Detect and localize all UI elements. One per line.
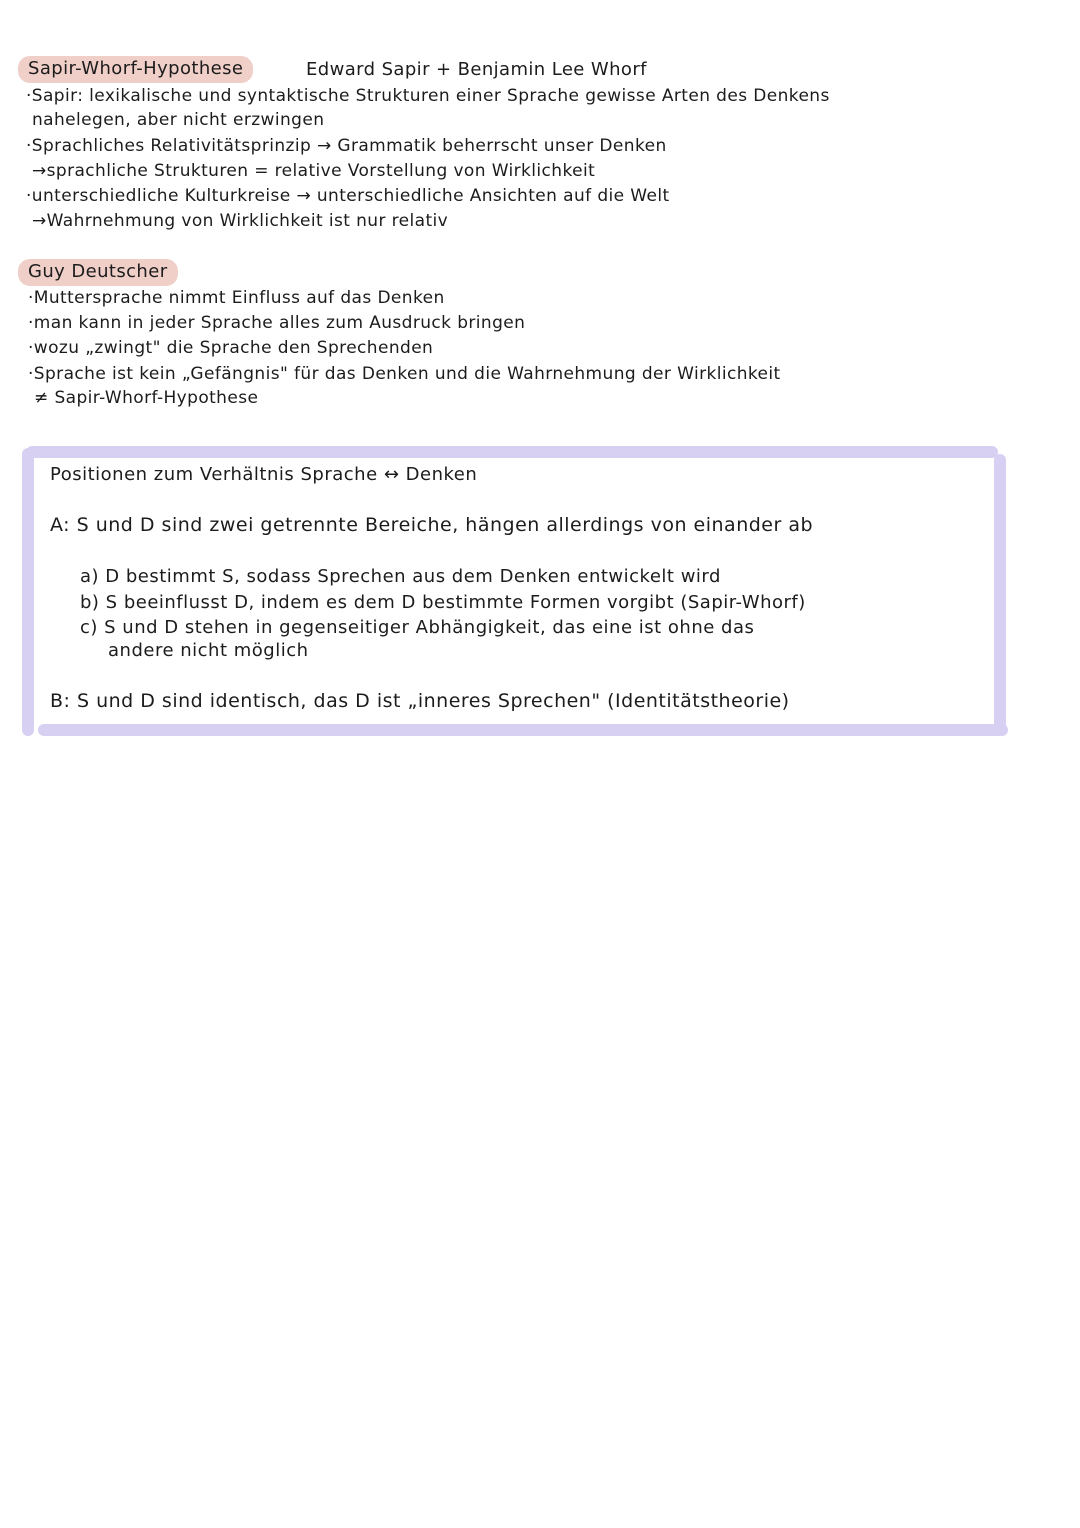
sapir-line-6: →Wahrnehmung von Wirklichkeit ist nur relativ bbox=[32, 211, 449, 231]
guy-line-1: ·Muttersprache nimmt Einfluss auf das Denken bbox=[28, 288, 445, 308]
box-frame-bottom bbox=[38, 724, 1008, 736]
guy-line-3: ·wozu „zwingt" die Sprache den Sprechenden bbox=[28, 338, 434, 358]
sapir-line-4: →sprachliche Strukturen = relative Vorstellung von Wirklichkeit bbox=[32, 161, 596, 181]
guy-line-5: ≠ Sapir-Whorf-Hypothese bbox=[34, 388, 259, 408]
position-b: B: S und D sind identisch, das D ist „inneres Sprechen" (Identitätstheorie) bbox=[50, 690, 790, 712]
positions-box bbox=[26, 446, 1006, 736]
guy-deutscher-heading: Guy Deutscher bbox=[18, 259, 178, 286]
position-a-item-b: b) S beeinflusst D, indem es dem D bestimmte Formen vorgibt (Sapir-Whorf) bbox=[80, 592, 806, 613]
sapir-line-2: nahelegen, aber nicht erzwingen bbox=[32, 110, 325, 130]
authors-line: Edward Sapir + Benjamin Lee Whorf bbox=[306, 59, 647, 80]
sapir-whorf-heading: Sapir-Whorf-Hypothese bbox=[18, 56, 253, 83]
positions-title: Positionen zum Verhältnis Sprache ↔ Denken bbox=[50, 464, 478, 485]
position-a-item-c-cont: andere nicht möglich bbox=[108, 640, 309, 661]
position-a-item-a: a) D bestimmt S, sodass Sprechen aus dem Denken entwickelt wird bbox=[80, 566, 721, 587]
box-frame-top bbox=[26, 446, 998, 458]
sapir-line-1: ·Sapir: lexikalische und syntaktische Strukturen einer Sprache gewisse Arten des Denkens bbox=[26, 86, 830, 106]
box-frame-right bbox=[994, 454, 1006, 736]
position-a: A: S und D sind zwei getrennte Bereiche, hängen allerdings von einander ab bbox=[50, 514, 814, 536]
position-a-item-c: c) S und D stehen in gegenseitiger Abhängigkeit, das eine ist ohne das bbox=[80, 617, 755, 638]
sapir-line-3: ·Sprachliches Relativitätsprinzip → Grammatik beherrscht unser Denken bbox=[26, 136, 667, 156]
guy-line-2: ·man kann in jeder Sprache alles zum Ausdruck bringen bbox=[28, 313, 526, 333]
sapir-line-5: ·unterschiedliche Kulturkreise → unterschiedliche Ansichten auf die Welt bbox=[26, 186, 670, 206]
box-frame-left bbox=[22, 448, 34, 736]
guy-line-4: ·Sprache ist kein „Gefängnis" für das Denken und die Wahrnehmung der Wirklichkeit bbox=[28, 364, 781, 384]
